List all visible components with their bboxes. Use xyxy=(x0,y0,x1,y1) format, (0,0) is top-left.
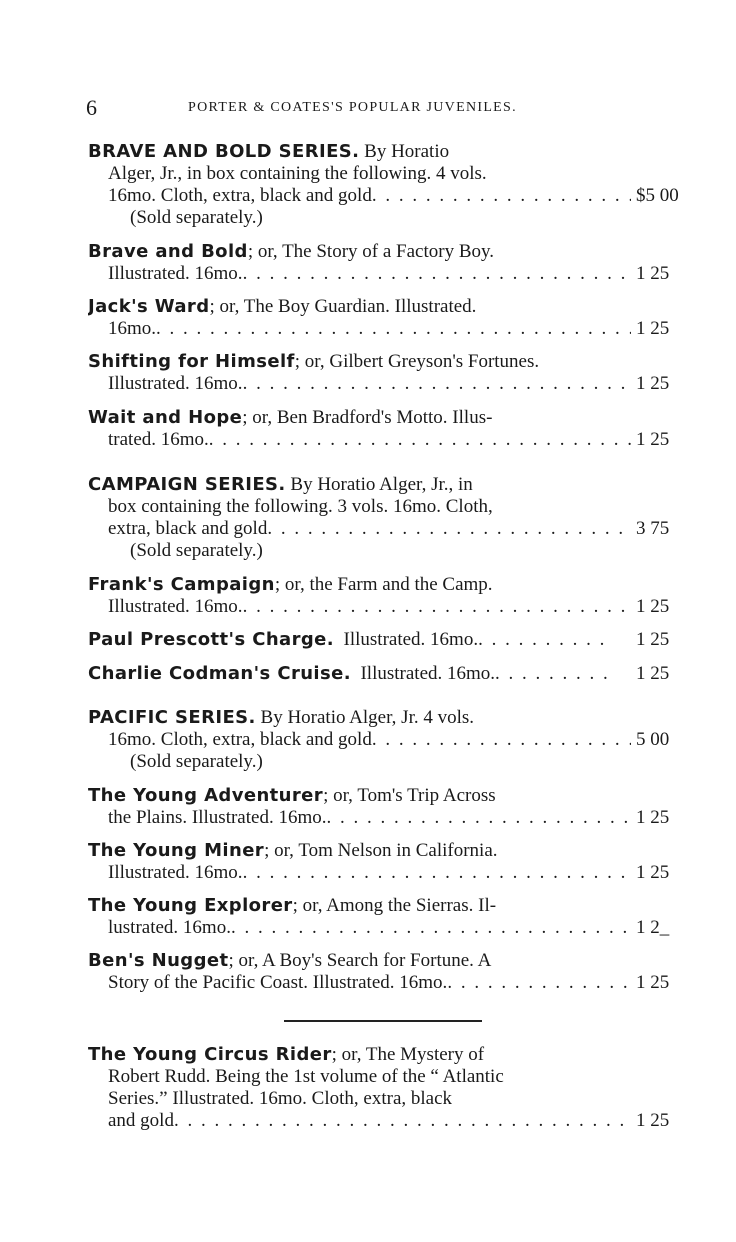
book-price: 1 25 xyxy=(636,596,670,617)
book-details: Illustrated. 16mo. xyxy=(108,263,243,284)
series-description: By Horatio Alger, Jr., in xyxy=(290,474,473,495)
book-subtitle: ; or, Tom Nelson in California. xyxy=(264,840,498,861)
dot-leader xyxy=(243,263,631,285)
series-description: box containing the following. 3 vols. 16mo. Cloth, xyxy=(108,496,493,517)
book-entry xyxy=(88,241,688,285)
dot-leader xyxy=(174,1110,631,1132)
book-details: Story of the Pacific Coast. Illustrated. 16mo. xyxy=(108,972,448,993)
book-title: Paul Prescott's Charge. xyxy=(88,629,335,650)
book-details: lustrated. 16mo. xyxy=(108,917,231,938)
book-entry xyxy=(88,1044,688,1132)
sold-separately-note: (Sold separately.) xyxy=(130,751,263,772)
dot-leader xyxy=(447,972,631,994)
book-subtitle: ; or, Among the Sierras. Il- xyxy=(292,895,497,916)
book-entry xyxy=(88,351,688,395)
dot-leader xyxy=(156,318,631,340)
book-entry xyxy=(88,895,688,939)
book-entry xyxy=(88,663,688,685)
book-title: The Young Miner xyxy=(88,840,265,861)
book-entry xyxy=(88,950,688,994)
book-subtitle: ; or, Ben Bradford's Motto. Illus- xyxy=(242,407,493,428)
series-description: 16mo. Cloth, extra, black and gold xyxy=(108,729,372,750)
book-price: 1 25 xyxy=(636,318,670,339)
dot-leader xyxy=(267,518,631,540)
series-description: 16mo. Cloth, extra, black and gold xyxy=(108,185,372,206)
page-header xyxy=(86,95,686,121)
book-details: Robert Rudd. Being the 1st volume of the “ Atlantic xyxy=(108,1066,504,1087)
book-details: the Plains. Illustrated. 16mo. xyxy=(108,807,327,828)
book-title: Ben's Nugget xyxy=(88,950,229,971)
series-title: PACIFIC SERIES. xyxy=(88,707,256,728)
section-divider xyxy=(284,1020,482,1022)
book-price: 1 25 xyxy=(636,807,670,828)
book-price: 1 25 xyxy=(636,862,670,883)
book-price: 1 25 xyxy=(636,972,670,993)
page-number: 6 xyxy=(86,95,97,120)
book-details: 16mo. xyxy=(108,318,157,339)
book-subtitle: ; or, The Mystery of xyxy=(331,1044,485,1065)
book-details: and gold xyxy=(108,1110,174,1131)
pacific-series-entry xyxy=(88,707,688,773)
book-details: trated. 16mo. xyxy=(108,429,209,450)
dot-leader xyxy=(243,373,631,395)
book-title: Charlie Codman's Cruise. xyxy=(88,663,351,684)
book-entry xyxy=(88,840,688,884)
book-title: Wait and Hope xyxy=(88,407,243,428)
series-title: CAMPAIGN SERIES. xyxy=(88,474,286,495)
book-entry xyxy=(88,574,688,618)
book-entry xyxy=(88,629,688,651)
series-title: BRAVE AND BOLD SERIES. xyxy=(88,141,360,162)
book-price: 1 25 xyxy=(636,629,670,650)
brave-and-bold-series-entry xyxy=(88,141,688,229)
book-price: 1 25 xyxy=(636,373,670,394)
book-subtitle: ; or, The Boy Guardian. Illustrated. xyxy=(209,296,477,317)
dot-leader xyxy=(243,596,631,618)
dot-leader xyxy=(231,917,631,939)
dot-leader xyxy=(495,663,611,685)
series-description: extra, black and gold xyxy=(108,518,268,539)
book-entry xyxy=(88,296,688,340)
book-title: Jack's Ward xyxy=(88,296,210,317)
dot-leader xyxy=(372,185,631,207)
series-description: By Horatio Alger, Jr. 4 vols. xyxy=(260,707,475,728)
book-title: The Young Explorer xyxy=(88,895,293,916)
book-price: 1 25 xyxy=(636,1110,670,1131)
book-subtitle: ; or, Gilbert Greyson's Fortunes. xyxy=(294,351,540,372)
dot-leader xyxy=(243,862,631,884)
sold-separately-note: (Sold separately.) xyxy=(130,540,263,561)
dot-leader xyxy=(326,807,631,829)
dot-leader xyxy=(478,629,611,651)
book-price: 1 25 xyxy=(636,663,670,684)
book-title: Brave and Bold xyxy=(88,241,248,262)
book-details: Illustrated. 16mo. xyxy=(343,629,479,650)
book-title: Shifting for Himself xyxy=(88,351,295,372)
book-subtitle: ; or, Tom's Trip Across xyxy=(323,785,496,806)
series-price: 5 00 xyxy=(636,729,670,750)
book-entry xyxy=(88,407,688,451)
book-title: Frank's Campaign xyxy=(88,574,275,595)
book-title: The Young Adventurer xyxy=(88,785,324,806)
book-details: Illustrated. 16mo. xyxy=(108,373,243,394)
running-head: PORTER & COATES'S POPULAR JUVENILES. xyxy=(188,100,517,115)
book-subtitle: ; or, the Farm and the Camp. xyxy=(274,574,493,595)
book-price: 1 25 xyxy=(636,263,670,284)
book-price: 1 25 xyxy=(636,429,670,450)
book-details: Illustrated. 16mo. xyxy=(108,596,243,617)
book-subtitle: ; or, A Boy's Search for Fortune. A xyxy=(228,950,492,971)
book-details: Illustrated. 16mo. xyxy=(108,862,243,883)
series-price: $5 00 xyxy=(636,185,679,206)
book-subtitle: ; or, The Story of a Factory Boy. xyxy=(247,241,495,262)
dot-leader xyxy=(209,429,631,451)
series-price: 3 75 xyxy=(636,518,670,539)
book-title: The Young Circus Rider xyxy=(88,1044,332,1065)
campaign-series-entry xyxy=(88,474,688,562)
book-price: 1 2_ xyxy=(636,917,670,938)
book-details: Series.” Illustrated. 16mo. Cloth, extra, black xyxy=(108,1088,453,1109)
sold-separately-note: (Sold separately.) xyxy=(130,207,263,228)
book-details: Illustrated. 16mo. xyxy=(360,663,496,684)
series-description: By Horatio xyxy=(364,141,450,162)
book-entry xyxy=(88,785,688,829)
series-description: Alger, Jr., in box containing the following. 4 vols. xyxy=(108,163,487,184)
dot-leader xyxy=(372,729,631,751)
